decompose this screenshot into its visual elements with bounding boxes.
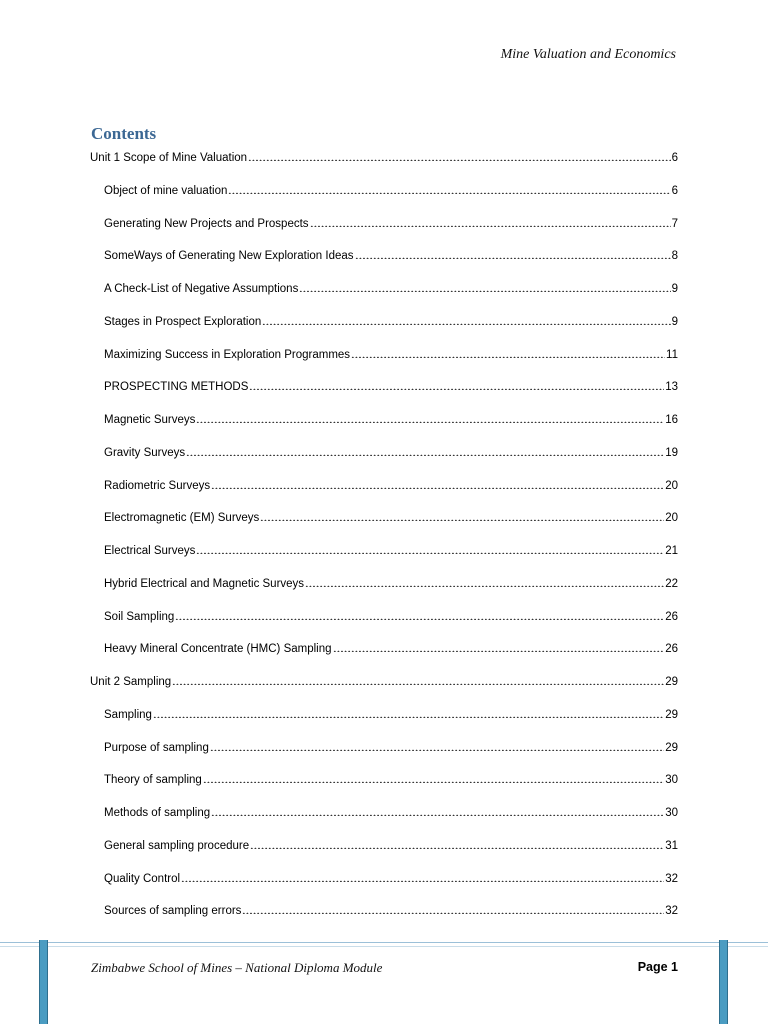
toc-entry-page-number: 30 [665,774,678,787]
toc-entry-title: Electrical Surveys [104,545,196,557]
toc-entry[interactable] [90,637,680,670]
toc-entry-title: Sampling [104,708,152,721]
toc-entry-title: Purpose of sampling [104,741,209,754]
toc-dot-leader [260,511,664,521]
toc-entry[interactable] [90,375,680,408]
toc-entry-title: Gravity Surveys [104,446,186,459]
toc-dot-leader [181,872,664,882]
toc-dot-leader [250,839,664,849]
toc-entry-title: Hybrid Electrical and Magnetic Surveys [104,577,305,590]
toc-entry[interactable] [90,179,680,212]
table-of-contents [90,146,680,932]
toc-entry-title: Object of mine valuation [104,184,228,197]
toc-dot-leader [351,348,665,358]
toc-entry-page-number: 29 [665,741,678,754]
footer-institution: Zimbabwe School of Mines – National Diploma Module [91,960,383,975]
toc-dot-leader [299,282,670,292]
toc-entry-title: A Check-List of Negative Assumptions [104,283,299,295]
toc-entry-page-number: 13 [665,381,678,394]
toc-entry-page-number: 29 [665,676,678,688]
toc-entry[interactable] [90,605,680,638]
toc-entry-page-number: 20 [665,479,678,492]
toc-entry-title: Unit 2 Sampling [90,676,172,688]
footer-divider [0,942,768,943]
toc-dot-leader [196,544,664,554]
toc-entry[interactable] [90,277,680,310]
toc-dot-leader [310,217,671,227]
toc-entry[interactable] [90,146,680,179]
toc-dot-leader [203,773,664,783]
toc-entry-title: General sampling procedure [104,839,250,852]
toc-entry-page-number: 9 [671,315,678,328]
toc-entry-page-number: 31 [665,839,678,852]
toc-dot-leader [333,642,665,652]
toc-entry[interactable] [90,506,680,539]
toc-entry-title: Methods of sampling [104,807,211,819]
toc-dot-leader [172,675,664,685]
toc-dot-leader [211,806,664,816]
toc-entry-page-number: 7 [671,217,678,230]
toc-entry[interactable] [90,670,680,703]
toc-dot-leader [262,315,670,325]
toc-dot-leader [355,249,671,259]
toc-entry-title: SomeWays of Generating New Exploration Ideas [104,250,354,263]
toc-entry[interactable] [90,768,680,801]
toc-entry[interactable] [90,408,680,441]
footer-page-number: Page 1 [637,960,678,974]
toc-entry-page-number: 19 [665,446,678,459]
toc-entry-title: Heavy Mineral Concentrate (HMC) Sampling [104,643,332,656]
toc-dot-leader [153,708,664,718]
toc-entry-title: Maximizing Success in Exploration Programmes [104,348,351,361]
toc-entry[interactable] [90,572,680,605]
footer-divider-secondary [0,946,768,947]
toc-entry[interactable] [90,703,680,736]
toc-entry-page-number: 32 [665,872,678,885]
toc-entry-title: Radiometric Surveys [104,479,211,492]
toc-entry[interactable] [90,867,680,900]
toc-dot-leader [186,446,664,456]
toc-entry-page-number: 26 [665,643,678,656]
toc-dot-leader [196,413,664,423]
toc-entry-title: Generating New Projects and Prospects [104,217,309,230]
toc-entry[interactable] [90,343,680,376]
toc-entry-page-number: 26 [665,610,678,623]
toc-dot-leader [228,184,670,194]
toc-entry-page-number: 16 [665,414,678,426]
toc-dot-leader [210,741,664,751]
toc-entry[interactable] [90,834,680,867]
toc-entry-page-number: 32 [665,905,678,918]
toc-entry[interactable] [90,801,680,834]
toc-entry-page-number: 11 [666,348,678,361]
toc-dot-leader [249,380,664,390]
footer-bar-right [719,940,728,1024]
toc-entry[interactable] [90,736,680,769]
toc-entry[interactable] [90,474,680,507]
toc-entry-title: Magnetic Surveys [104,414,196,426]
contents-heading: Contents [91,124,157,143]
toc-entry-title: PROSPECTING METHODS [104,381,249,394]
footer-bar-left [39,940,48,1024]
toc-dot-leader [248,151,671,161]
toc-entry-page-number: 21 [665,545,678,557]
toc-entry[interactable] [90,539,680,572]
toc-dot-leader [242,904,664,914]
toc-entry-title: Sources of sampling errors [104,905,242,918]
toc-dot-leader [305,577,664,587]
toc-entry-title: Quality Control [104,872,181,885]
toc-dot-leader [211,479,664,489]
toc-entry-page-number: 30 [665,807,678,819]
toc-entry-page-number: 20 [665,512,678,525]
toc-entry-title: Electromagnetic (EM) Surveys [104,512,260,525]
toc-entry[interactable] [90,212,680,245]
toc-dot-leader [175,610,664,620]
toc-entry[interactable] [90,441,680,474]
toc-entry[interactable] [90,244,680,277]
toc-entry-page-number: 6 [671,184,678,197]
toc-entry-title: Unit 1 Scope of Mine Valuation [90,152,248,164]
toc-entry-title: Soil Sampling [104,610,175,623]
running-header: Mine Valuation and Economics [500,47,676,62]
toc-entry-page-number: 8 [671,250,678,263]
toc-entry-title: Theory of sampling [104,774,202,787]
toc-entry-page-number: 29 [665,708,678,721]
toc-entry-page-number: 6 [671,152,678,164]
toc-entry[interactable] [90,899,680,932]
toc-entry-title: Stages in Prospect Exploration [104,315,262,328]
toc-entry-page-number: 22 [665,577,678,590]
toc-entry[interactable] [90,310,680,343]
toc-entry-page-number: 9 [671,283,678,295]
